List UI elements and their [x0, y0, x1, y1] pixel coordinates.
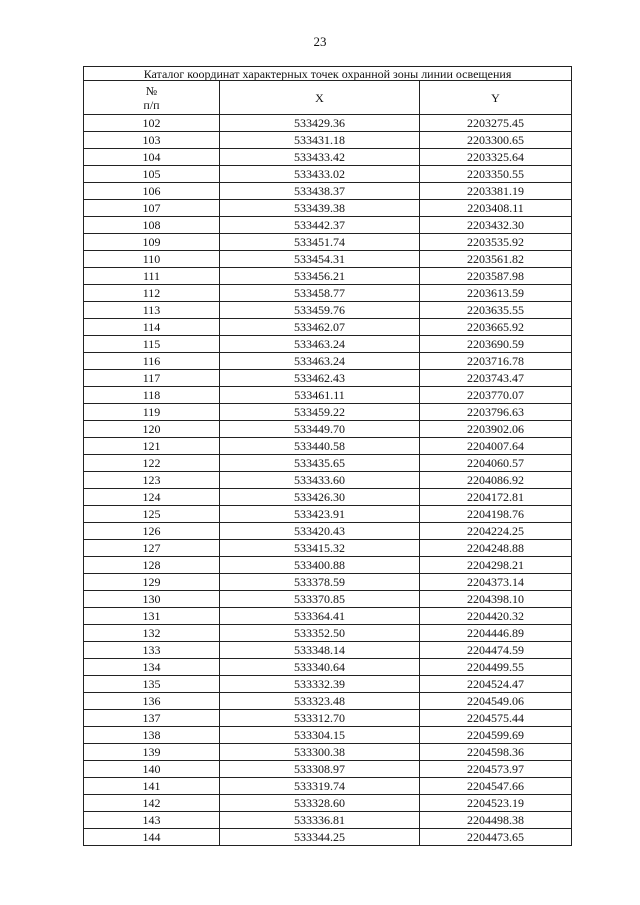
table-row: [84, 710, 572, 727]
point-number-cell: 144: [84, 829, 220, 846]
point-number-cell: 112: [84, 285, 220, 302]
table-row: [84, 217, 572, 234]
point-number-cell: 119: [84, 404, 220, 421]
table-row: [84, 302, 572, 319]
y-coordinate-cell: 2204547.66: [420, 778, 572, 795]
point-number-cell: 132: [84, 625, 220, 642]
y-coordinate-cell: 2203690.59: [420, 336, 572, 353]
table-row: [84, 540, 572, 557]
y-coordinate-cell: 2204446.89: [420, 625, 572, 642]
y-coordinate-cell: 2204499.55: [420, 659, 572, 676]
point-number-cell: 135: [84, 676, 220, 693]
point-number-cell: 138: [84, 727, 220, 744]
point-number-cell: 130: [84, 591, 220, 608]
point-number-cell: 140: [84, 761, 220, 778]
y-coordinate-cell: 2203770.07: [420, 387, 572, 404]
table-row: [84, 319, 572, 336]
x-coordinate-cell: 533340.64: [220, 659, 420, 676]
y-coordinate-cell: 2203381.19: [420, 183, 572, 200]
point-number-cell: 111: [84, 268, 220, 285]
y-coordinate-cell: 2204086.92: [420, 472, 572, 489]
point-number-cell: 137: [84, 710, 220, 727]
x-coordinate-cell: 533438.37: [220, 183, 420, 200]
x-coordinate-cell: 533462.43: [220, 370, 420, 387]
table-row: [84, 149, 572, 166]
table-row: [84, 268, 572, 285]
table-row: [84, 132, 572, 149]
y-coordinate-cell: 2203325.64: [420, 149, 572, 166]
x-coordinate-cell: 533420.43: [220, 523, 420, 540]
point-number-cell: 127: [84, 540, 220, 557]
table-row: [84, 642, 572, 659]
point-number-cell: 109: [84, 234, 220, 251]
table-row: [84, 404, 572, 421]
table-row: [84, 778, 572, 795]
x-coordinate-cell: 533336.81: [220, 812, 420, 829]
x-coordinate-cell: 533433.42: [220, 149, 420, 166]
table-row: [84, 727, 572, 744]
x-coordinate-cell: 533442.37: [220, 217, 420, 234]
y-coordinate-cell: 2203743.47: [420, 370, 572, 387]
table-row: [84, 353, 572, 370]
point-number-cell: 125: [84, 506, 220, 523]
point-number-cell: 103: [84, 132, 220, 149]
table-row: [84, 761, 572, 778]
point-number-cell: 118: [84, 387, 220, 404]
y-coordinate-cell: 2203613.59: [420, 285, 572, 302]
point-number-cell: 123: [84, 472, 220, 489]
y-coordinate-cell: 2204007.64: [420, 438, 572, 455]
point-number-cell: 121: [84, 438, 220, 455]
table-row: [84, 574, 572, 591]
x-coordinate-cell: 533300.38: [220, 744, 420, 761]
y-coordinate-cell: 2204224.25: [420, 523, 572, 540]
y-coordinate-cell: 2204573.97: [420, 761, 572, 778]
y-coordinate-cell: 2204473.65: [420, 829, 572, 846]
table-header-row: [84, 81, 572, 115]
column-header-x: X: [220, 81, 420, 115]
point-number-cell: 134: [84, 659, 220, 676]
x-coordinate-cell: 533433.02: [220, 166, 420, 183]
y-coordinate-cell: 2203796.63: [420, 404, 572, 421]
x-coordinate-cell: 533378.59: [220, 574, 420, 591]
y-coordinate-cell: 2204298.21: [420, 557, 572, 574]
table-row: [84, 608, 572, 625]
point-number-cell: 105: [84, 166, 220, 183]
y-coordinate-cell: 2204060.57: [420, 455, 572, 472]
table-row: [84, 489, 572, 506]
point-number-cell: 113: [84, 302, 220, 319]
coordinates-table: [83, 66, 572, 846]
table-row: [84, 523, 572, 540]
point-number-cell: 117: [84, 370, 220, 387]
x-coordinate-cell: 533423.91: [220, 506, 420, 523]
x-coordinate-cell: 533429.36: [220, 115, 420, 132]
table-row: [84, 285, 572, 302]
point-number-cell: 106: [84, 183, 220, 200]
table-row: [84, 234, 572, 251]
point-number-cell: 108: [84, 217, 220, 234]
x-coordinate-cell: 533328.60: [220, 795, 420, 812]
x-coordinate-cell: 533344.25: [220, 829, 420, 846]
x-coordinate-cell: 533431.18: [220, 132, 420, 149]
x-coordinate-cell: 533364.41: [220, 608, 420, 625]
table-caption-row: [84, 67, 572, 81]
y-coordinate-cell: 2204523.19: [420, 795, 572, 812]
y-coordinate-cell: 2204575.44: [420, 710, 572, 727]
y-coordinate-cell: 2203902.06: [420, 421, 572, 438]
point-number-cell: 126: [84, 523, 220, 540]
x-coordinate-cell: 533459.22: [220, 404, 420, 421]
column-header-number: [84, 81, 220, 115]
point-number-cell: 143: [84, 812, 220, 829]
x-coordinate-cell: 533440.58: [220, 438, 420, 455]
x-coordinate-cell: 533400.88: [220, 557, 420, 574]
x-coordinate-cell: 533461.11: [220, 387, 420, 404]
x-coordinate-cell: 533426.30: [220, 489, 420, 506]
table-row: [84, 166, 572, 183]
x-coordinate-cell: 533435.65: [220, 455, 420, 472]
y-coordinate-cell: 2204373.14: [420, 574, 572, 591]
table-row: [84, 659, 572, 676]
x-coordinate-cell: 533463.24: [220, 336, 420, 353]
y-coordinate-cell: 2203275.45: [420, 115, 572, 132]
point-number-cell: 129: [84, 574, 220, 591]
column-header-number-abbr: п/п: [143, 97, 160, 112]
y-coordinate-cell: 2204524.47: [420, 676, 572, 693]
table-row: [84, 506, 572, 523]
x-coordinate-cell: 533451.74: [220, 234, 420, 251]
table-row: [84, 625, 572, 642]
y-coordinate-cell: 2203300.65: [420, 132, 572, 149]
x-coordinate-cell: 533308.97: [220, 761, 420, 778]
y-coordinate-cell: 2204474.59: [420, 642, 572, 659]
y-coordinate-cell: 2204172.81: [420, 489, 572, 506]
table-caption: Каталог координат характерных точек охранной зоны линии освещения: [84, 67, 572, 81]
x-coordinate-cell: 533415.32: [220, 540, 420, 557]
point-number-cell: 128: [84, 557, 220, 574]
table-row: [84, 795, 572, 812]
x-coordinate-cell: 533352.50: [220, 625, 420, 642]
y-coordinate-cell: 2203350.55: [420, 166, 572, 183]
x-coordinate-cell: 533332.39: [220, 676, 420, 693]
y-coordinate-cell: 2204598.36: [420, 744, 572, 761]
table-row: [84, 336, 572, 353]
y-coordinate-cell: 2204398.10: [420, 591, 572, 608]
page-number: 23: [313, 34, 327, 49]
x-coordinate-cell: 533463.24: [220, 353, 420, 370]
x-coordinate-cell: 533456.21: [220, 268, 420, 285]
point-number-cell: 133: [84, 642, 220, 659]
y-coordinate-cell: 2203535.92: [420, 234, 572, 251]
point-number-cell: 116: [84, 353, 220, 370]
y-coordinate-cell: 2204420.32: [420, 608, 572, 625]
y-coordinate-cell: 2203561.82: [420, 251, 572, 268]
table-row: [84, 370, 572, 387]
y-coordinate-cell: 2204198.76: [420, 506, 572, 523]
x-coordinate-cell: 533323.48: [220, 693, 420, 710]
y-coordinate-cell: 2203716.78: [420, 353, 572, 370]
x-coordinate-cell: 533348.14: [220, 642, 420, 659]
x-coordinate-cell: 533454.31: [220, 251, 420, 268]
table-row: [84, 251, 572, 268]
x-coordinate-cell: 533439.38: [220, 200, 420, 217]
y-coordinate-cell: 2204599.69: [420, 727, 572, 744]
x-coordinate-cell: 533319.74: [220, 778, 420, 795]
point-number-cell: 139: [84, 744, 220, 761]
y-coordinate-cell: 2203587.98: [420, 268, 572, 285]
table-row: [84, 676, 572, 693]
table-body: [84, 115, 572, 846]
table-row: [84, 557, 572, 574]
table-row: [84, 421, 572, 438]
point-number-cell: 142: [84, 795, 220, 812]
point-number-cell: 102: [84, 115, 220, 132]
point-number-cell: 136: [84, 693, 220, 710]
y-coordinate-cell: 2203432.30: [420, 217, 572, 234]
point-number-cell: 131: [84, 608, 220, 625]
table-row: [84, 183, 572, 200]
table-row: [84, 829, 572, 846]
y-coordinate-cell: 2204498.38: [420, 812, 572, 829]
table-row: [84, 472, 572, 489]
x-coordinate-cell: 533312.70: [220, 710, 420, 727]
point-number-cell: 110: [84, 251, 220, 268]
y-coordinate-cell: 2204549.06: [420, 693, 572, 710]
table-row: [84, 200, 572, 217]
column-header-y: Y: [420, 81, 572, 115]
y-coordinate-cell: 2203665.92: [420, 319, 572, 336]
x-coordinate-cell: 533458.77: [220, 285, 420, 302]
table-row: [84, 812, 572, 829]
x-coordinate-cell: 533459.76: [220, 302, 420, 319]
table-row: [84, 115, 572, 132]
point-number-cell: 115: [84, 336, 220, 353]
x-coordinate-cell: 533433.60: [220, 472, 420, 489]
x-coordinate-cell: 533370.85: [220, 591, 420, 608]
table-row: [84, 455, 572, 472]
y-coordinate-cell: 2203408.11: [420, 200, 572, 217]
point-number-cell: 120: [84, 421, 220, 438]
table-row: [84, 387, 572, 404]
point-number-cell: 107: [84, 200, 220, 217]
y-coordinate-cell: 2204248.88: [420, 540, 572, 557]
point-number-cell: 114: [84, 319, 220, 336]
column-header-number-symbol: №: [145, 83, 158, 98]
table-row: [84, 591, 572, 608]
x-coordinate-cell: 533449.70: [220, 421, 420, 438]
y-coordinate-cell: 2203635.55: [420, 302, 572, 319]
point-number-cell: 141: [84, 778, 220, 795]
x-coordinate-cell: 533304.15: [220, 727, 420, 744]
point-number-cell: 122: [84, 455, 220, 472]
point-number-cell: 104: [84, 149, 220, 166]
table-row: [84, 438, 572, 455]
table-row: [84, 693, 572, 710]
x-coordinate-cell: 533462.07: [220, 319, 420, 336]
point-number-cell: 124: [84, 489, 220, 506]
table-row: [84, 744, 572, 761]
